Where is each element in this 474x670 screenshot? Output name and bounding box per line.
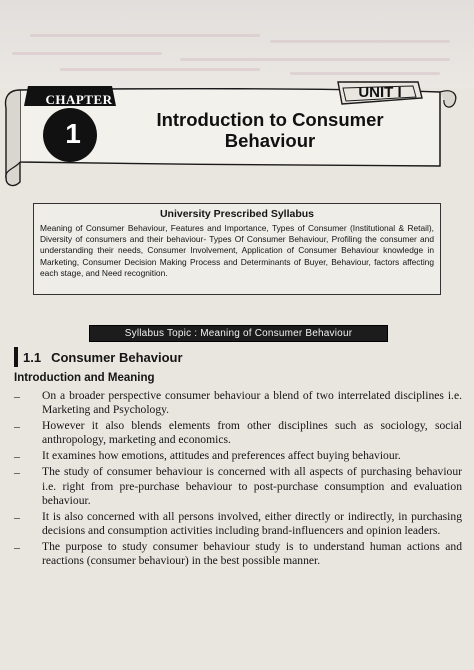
list-item [14,419,462,447]
bullet-text: However it also blends elements from other disciplines such as sociology, social anthropology, marketing and economics. [42,419,462,447]
list-item [14,540,462,568]
list-item [14,465,462,507]
chapter-title [140,109,400,151]
bullet-dash: – [14,389,20,403]
section-number: 1.1 [23,349,42,365]
section-heading [14,347,183,367]
section-title: Consumer Behaviour [51,349,183,365]
bullet-dash: – [14,419,20,434]
bullet-list [14,389,462,570]
bullet-text: It is also concerned with all persons involved, either directly or indirectly, in purchasing decisions and consumption activities including brand-influencers and opinion leaders. [42,509,462,537]
bleed-through-area [0,0,474,88]
chapter-title-line: Introduction to Consumer [156,109,384,130]
bullet-dash: – [14,449,20,464]
syllabus-box [33,203,441,295]
subheading: Introduction and Meaning [14,372,155,384]
section-rule [14,347,18,367]
bullet-dash: – [14,465,20,480]
bullet-text: The study of consumer behaviour is concerned with all aspects of purchasing behaviour i.e. right from pre-purchase behaviour to post-purchase consumption and evaluation behaviour. [42,465,462,507]
list-item [14,510,462,538]
syllabus-heading: University Prescribed Syllabus [159,208,315,220]
bullet-dash: – [14,539,20,554]
syllabus-topic-bar: Syllabus Topic : Meaning of Consumer Behaviour [89,325,388,342]
list-item [14,389,462,417]
syllabus-text: Meaning of Consumer Behaviour, Features and Importance, Types of Consumer (Institutional & Retail), Diversity of consumers and their behaviour- Types Of Consumer Behaviour, Profiling the consumer and understanding their needs, Consumer Involvement, Application of Consumer Behaviour knowledge in Marketing, Consumer Decision Making Process and Determinants of Buyer, Behaviour, factors affecting each stage, and Need recognition. [40,223,434,278]
chapter-title-line: Behaviour [224,130,316,151]
bullet-text: It examines how emotions, attitudes and preferences affect buying behaviour. [42,449,401,463]
bullet-text: The purpose to study consumer behaviour study is to understand human actions and reactions (consumer behaviour) in the best possible manner. [42,539,462,568]
chapter-label: CHAPTER [45,92,113,107]
chapter-number: 1 [65,118,81,149]
list-item [14,449,462,463]
bullet-text: On a broader perspective consumer behaviour a blend of two interrelated disciplines i.e. Marketing and Psychology. [42,389,462,417]
unit-tag: UNIT I [358,84,402,101]
bullet-dash: – [14,509,20,524]
